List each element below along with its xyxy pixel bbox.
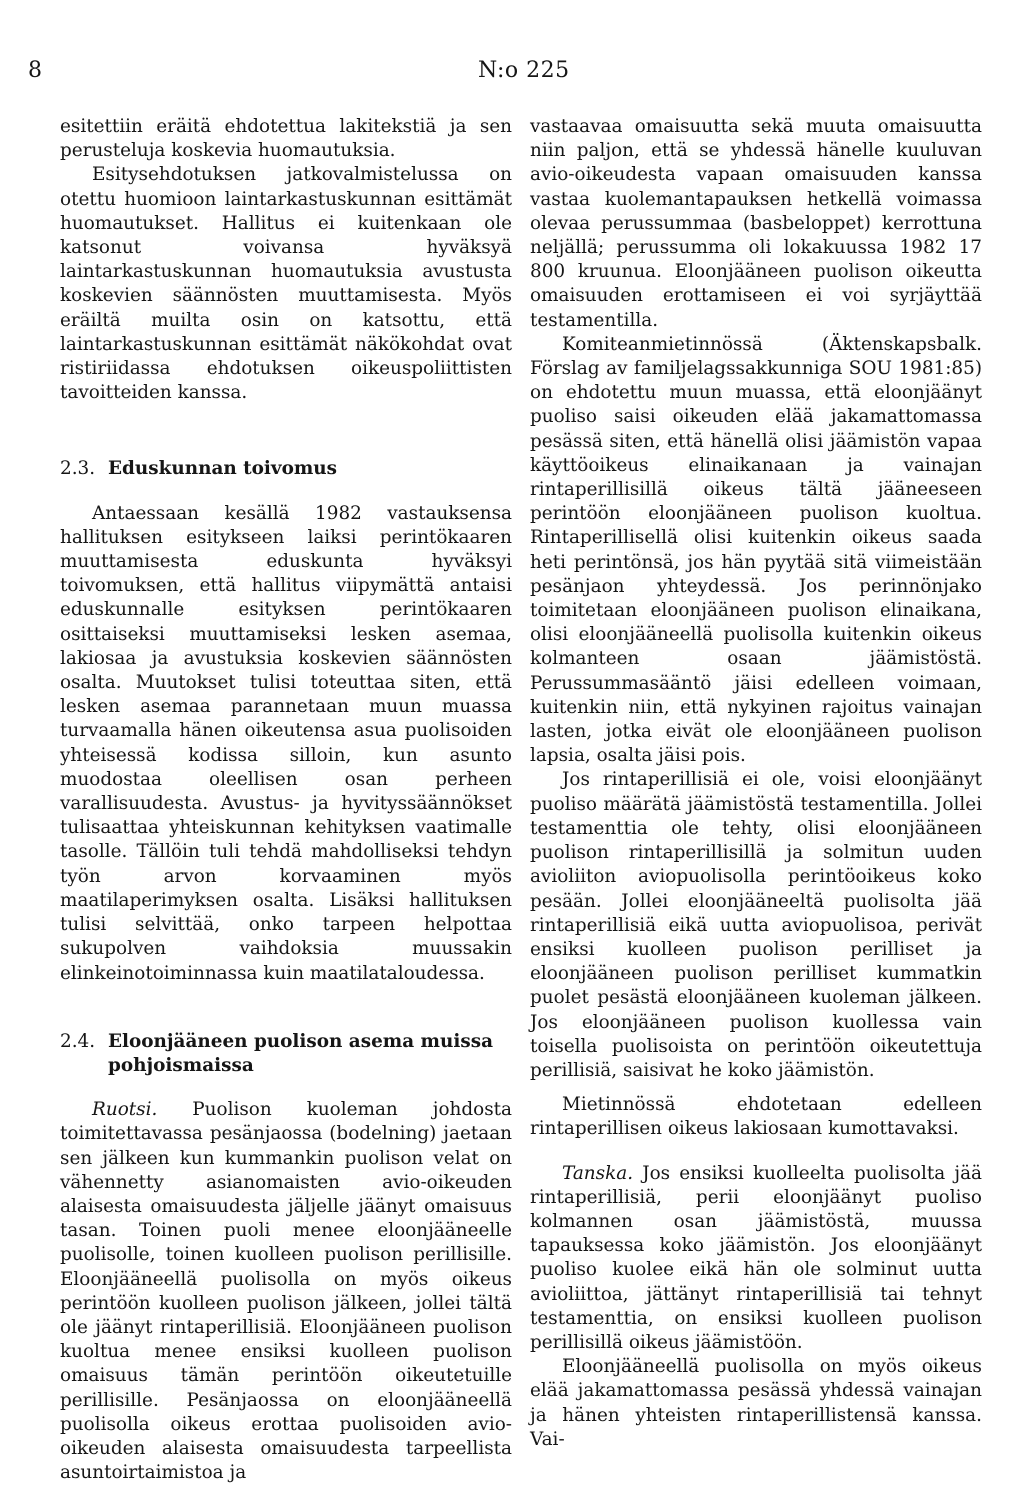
paragraph-text: Jos ensiksi kuolleelta puolisolta jää rintaperillisiä, perii eloonjäänyt puoliso kolmannen osan jäämistöstä, muussa tapauksessa koko jäämistön. Jos eloonjäänyt puoliso kuolee eikä hän ole solminut uutta avioliittoa, jättänyt rintaperillisiä tai tehnyt testamenttia, on ensiksi kuolleen puolison perillisillä oikeus jäämistöön.: [530, 1162, 982, 1353]
right-paragraph-1: vastaavaa omaisuutta sekä muuta omaisuutta niin paljon, että se yhdessä hänelle kuuluvan avio-oikeudesta vapaan omaisuuden kanssa vastaa kuolemantapauksen hetkellä voimassa olevaa perussummaa (basbeloppet) kerrottuna neljällä; perussumma oli lokakuussa 1982 17 800 kruunua. Eloonjääneen puolison oikeutta omaisuuden erottamiseen ei voi syrjäyttää testamentilla.: [530, 116, 982, 331]
right-paragraph-2: Komiteanmietinnössä (Äktenskapsbalk. Förslag av familjelagssakkunniga SOU 1981:85) on ehdotettu muun muassa, että eloonjäänyt puoliso saisi oikeuden elää jakamattomassa pesässä siten, että hänellä olisi jäämistön vapaa käyttöoikeus elinaikanaan ja vainajan rintaperillisillä oikeus tältä jääneeseen perintöön eloonjääneen puolison kuoltua. Rintaperillisellä olisi kuitenkin oikeus saada heti perintönsä, jos hän pyytää sitä viimeistään pesänjaon yhteydessä. Jos perinnönjako toimitetaan eloonjääneen puolison elinaikana, olisi eloonjääneellä puolisolla kuitenkin oikeus kolmanteen osaan jäämistöstä. Perussummasääntö jäisi edelleen voimaan, kuitenkin niin, että nykyinen rajoitus vainajan lasten, jotka eivät ole eloonjääneen puolison lapsia, osalta jäisi pois.: [530, 333, 982, 767]
spacer: [530, 1083, 982, 1093]
page-number: 8: [28, 58, 42, 83]
spacer: [60, 986, 512, 1030]
left-paragraph-4: [60, 1098, 512, 1485]
paragraph-text: Puolison kuoleman johdosta toimitettavassa pesänjaossa (bodelning) jaetaan sen jälkeen kun kummankin puolison velat on vähennetty asianomaisten avio-oikeuden alaisesta omaisuudesta jäljelle jäänyt omaisuus tasan. Toinen puoli menee eloonjääneelle puolisolle, toinen kuolleen puolison perillisille. Eloonjääneellä puolisolla on myös oikeus perintöön kuolleen puolison jälkeen, jollei tältä ole jäänyt rintaperillisiä. Eloonjääneen puolison kuoltua menee ensiksi kuolleen puolison omaisuus tämän perintöön oikeutetuille perillisille. Pesänjaossa on eloonjääneellä puolisolla oikeus erottaa puolisoiden avio-oikeuden alaisesta omaisuudesta tarpeellista asuntoirtaimistoa ja: [60, 1099, 512, 1484]
section-heading-2-4: [60, 1030, 512, 1078]
left-paragraph-1: esitettiin eräitä ehdotettua lakitekstiä ja sen perusteluja koskevia huomautuksia.: [60, 116, 512, 162]
right-paragraph-4: Mietinnössä ehdotetaan edelleen rintaperillisen oikeus lakiosaan kumottavaksi.: [530, 1094, 982, 1140]
left-paragraph-2: Esitysehdotuksen jatkovalmistelussa on otettu huomioon laintarkastuskunnan esittämät huomautukset. Hallitus ei kuitenkaan ole katsonut voivansa hyväksyä laintarkastuskunnan huomautuksia avustusta koskevien säännösten muuttamisesta. Myös eräiltä muilta osin on katsottu, että laintarkastuskunnan esittämät näkökohdat ovat ristiriidassa ehdotuksen oikeuspoliittisten tavoitteiden kanssa.: [60, 164, 512, 404]
right-paragraph-5: [530, 1162, 982, 1356]
right-paragraph-6: Eloonjääneellä puolisolla on myös oikeus elää jakamattomassa pesässä yhdessä vainajan ja hänen yhteisten rintaperillistensä kanssa. Vai-: [530, 1356, 982, 1450]
section-number: 2.3.: [60, 458, 96, 480]
spacer: [530, 1142, 982, 1162]
spacer: [60, 482, 512, 502]
spacer: [60, 405, 512, 457]
spacer: [60, 1078, 512, 1098]
right-paragraph-3: Jos rintaperillisiä ei ole, voisi eloonjäänyt puoliso määrätä jäämistöstä testamentilla. Jollei testamenttia ole tehty, olisi eloonjääneen puolison rintaperillisillä ja solmitun uuden avioliiton aviopuolisolla perintöoikeus koko pesään. Jollei eloonjääneeltä puolisolta jää rintaperillisiä eikä uutta aviopuolisoa, perivät ensiksi kuolleen puolison perilliset ja eloonjääneen puolison perilliset kummatkin puolet pesästä eloonjääneen kuoleman jälkeen. Jos eloonjääneen puolison kuollessa vain toisella puolisoista on perintöön oikeutettuja perillisiä, saisivat he koko jäämistön.: [530, 769, 982, 1081]
country-label: Ruotsi.: [92, 1099, 158, 1121]
section-title: Eduskunnan toivomus: [108, 458, 338, 480]
section-number: 2.4.: [60, 1030, 96, 1052]
left-paragraph-3: Antaessaan kesällä 1982 vastauksensa hallituksen esitykseen laiksi perintökaaren muuttamisesta eduskunta hyväksyi toivomuksen, että hallitus viipymättä antaisi eduskunnalle esityksen perintökaaren osittaiseksi muuttamiseksi lesken asemaa, lakiosaa ja avustuksia koskevien säännösten osalta. Muutokset tulisi toteuttaa siten, että lesken asemaa parannetaan muun muassa turvaamalla hänen oikeutensa asua puolisoiden yhteisessä kodissa silloin, kun asunto muodostaa oleellisen osan perheen varallisuudesta. Avustus- ja hyvityssäännökset tulisaattaa yhteiskunnan kehityksen vaatimalle tasolle. Tällöin tuli tehdä mahdolliseksi tehdyn työn arvon korvaaminen myös maatilaperimyksen osalta. Lisäksi hallituksen tulisi selvittää, onko tarpeen helpottaa sukupolven vaihdoksia muussakin elinkeinotoiminnassa kuin maatilataloudessa.: [60, 502, 512, 984]
section-heading-2-3: [60, 457, 512, 481]
section-title: Eloonjääneen puolison asema muissa pohjoismaissa: [108, 1030, 493, 1076]
left-column: [60, 115, 512, 1485]
country-label: Tanska.: [562, 1162, 634, 1184]
document-id: N:o 225: [478, 58, 570, 83]
right-column: [530, 115, 982, 1452]
